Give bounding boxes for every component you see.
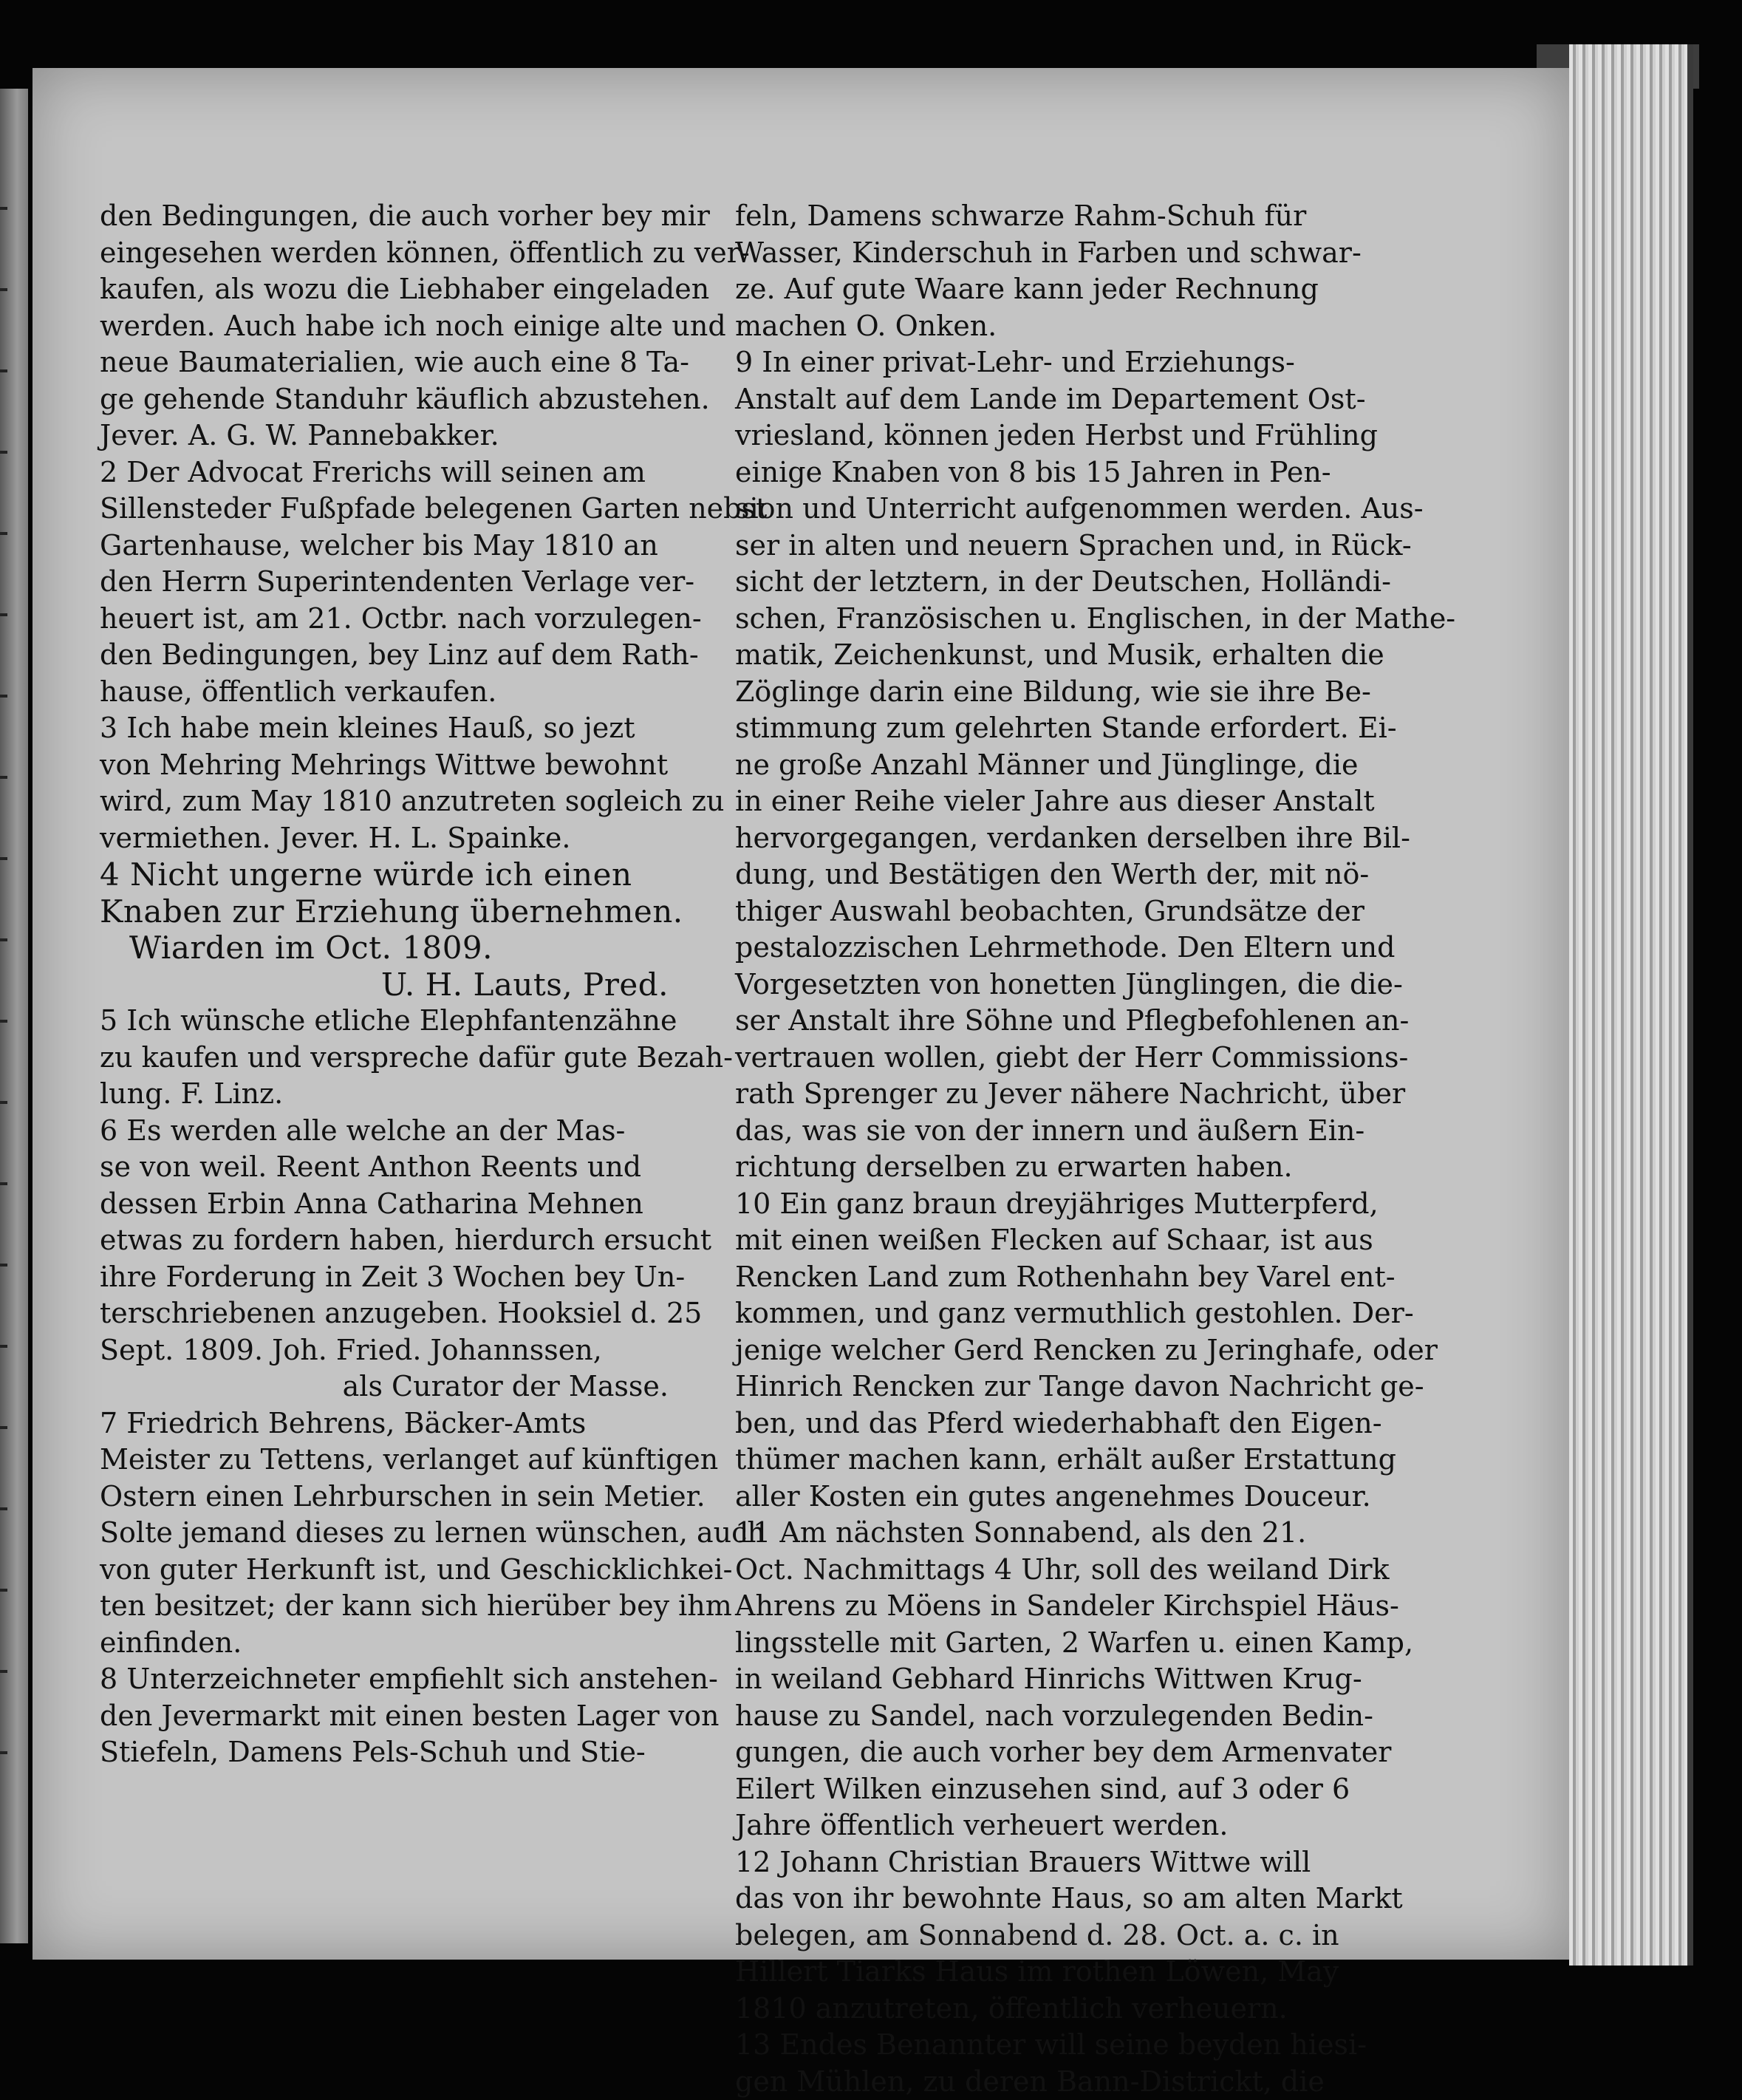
text-line: dessen Erbin Anna Catharina Mehnen [100, 1186, 691, 1223]
text-line: Anstalt auf dem Lande im Departement Ost- [735, 381, 1326, 418]
text-line: Eilert Wilken einzusehen sind, auf 3 oder 6 [735, 1771, 1326, 1808]
text-line: Gartenhause, welcher bis May 1810 an [100, 528, 691, 565]
text-line: ser in alten und neuern Sprachen und, in Rück- [735, 528, 1326, 565]
text-line: hause zu Sandel, nach vorzulegenden Bedin- [735, 1698, 1326, 1735]
text-line: von Mehring Mehrings Wittwe bewohnt [100, 747, 691, 784]
text-line: zu kaufen und verspreche dafür gute Bezah- [100, 1040, 691, 1077]
text-line: einfinden. [100, 1625, 691, 1662]
text-line: 12 Johann Christian Brauers Wittwe will [735, 1844, 1326, 1881]
text-line: ihre Forderung in Zeit 3 Wochen bey Un- [100, 1259, 691, 1296]
text-line: als Curator der Masse. [100, 1368, 691, 1405]
text-line: den Herrn Superintendenten Verlage ver- [100, 564, 691, 601]
text-line: Stiefeln, Damens Pels-Schuh und Stie- [100, 1734, 691, 1771]
text-line: vermiethen. Jever. H. L. Spainke. [100, 820, 691, 857]
text-line: wird, zum May 1810 anzutreten sogleich zu [100, 783, 691, 820]
text-line: U. H. Lauts, Pred. [100, 967, 691, 1003]
text-line: ze. Auf gute Waare kann jeder Rechnung [735, 271, 1326, 308]
text-line: Rencken Land zum Rothenhahn bey Varel ent- [735, 1259, 1326, 1296]
text-line: Jahre öffentlich verheuert werden. [735, 1807, 1326, 1844]
text-line: se von weil. Reent Anthon Reents und [100, 1149, 691, 1186]
text-line: 1810 anzutreten, öffentlich verheuern. [735, 1991, 1326, 2028]
text-line: 11 Am nächsten Sonnabend, als den 21. [735, 1515, 1326, 1552]
text-line: Meister zu Tettens, verlanget auf künftigen [100, 1442, 691, 1479]
text-line: Wiarden im Oct. 1809. [100, 930, 691, 967]
text-line: Oct. Nachmittags 4 Uhr, soll des weiland Dirk [735, 1552, 1326, 1589]
text-line: kaufen, als wozu die Liebhaber eingeladen [100, 271, 691, 308]
text-line: pestalozzischen Lehrmethode. Den Eltern und [735, 930, 1326, 967]
text-line: sion und Unterricht aufgenommen werden. Aus- [735, 491, 1326, 528]
text-line: Jever. A. G. W. Pannebakker. [100, 417, 691, 454]
text-line: matik, Zeichenkunst, und Musik, erhalten die [735, 637, 1326, 674]
text-line: thiger Auswahl beobachten, Grundsätze der [735, 893, 1326, 930]
text-line: kommen, und ganz vermuthlich gestohlen. Der- [735, 1295, 1326, 1332]
text-line: 4 Nicht ungerne würde ich einen [100, 856, 691, 893]
text-line: Wasser, Kinderschuh in Farben und schwar- [735, 235, 1326, 272]
text-line: etwas zu fordern haben, hierdurch ersucht [100, 1222, 691, 1259]
text-line: ne große Anzahl Männer und Jünglinge, die [735, 747, 1326, 784]
text-line: vriesland, können jeden Herbst und Frühling [735, 417, 1326, 454]
text-line: mit einen weißen Flecken auf Schaar, ist aus [735, 1222, 1326, 1259]
text-line: von guter Herkunft ist, und Geschicklichkei- [100, 1552, 691, 1589]
text-line: heuert ist, am 21. Octbr. nach vorzulegen- [100, 601, 691, 638]
text-line: Hillert Tiarks Haus im rothen Löwen, May [735, 1954, 1326, 1991]
text-line: Hinrich Rencken zur Tange davon Nachricht ge- [735, 1368, 1326, 1405]
text-line: feln, Damens schwarze Rahm-Schuh für [735, 198, 1326, 235]
text-line: dung, und Bestätigen den Werth der, mit nö- [735, 856, 1326, 893]
text-line: lung. F. Linz. [100, 1076, 691, 1113]
text-line: 2 Der Advocat Frerichs will seinen am [100, 454, 691, 491]
page-edge-stack [1569, 44, 1693, 1966]
text-line: in einer Reihe vieler Jahre aus dieser Anstalt [735, 783, 1326, 820]
text-line: das von ihr bewohnte Haus, so am alten Markt [735, 1881, 1326, 1917]
text-line: Sept. 1809. Joh. Fried. Johannssen, [100, 1332, 691, 1369]
text-line: schen, Französischen u. Englischen, in der Mathe- [735, 601, 1326, 638]
text-line: terschriebenen anzugeben. Hooksiel d. 25 [100, 1295, 691, 1332]
text-line: Sillensteder Fußpfade belegenen Garten nebst [100, 491, 691, 528]
text-line: 13 Endes Benannter will seine beyden hiesi- [735, 2027, 1326, 2064]
text-line: den Bedingungen, die auch vorher bey mir [100, 198, 691, 235]
text-line: richtung derselben zu erwarten haben. [735, 1149, 1326, 1186]
text-line: Knaben zur Erziehung übernehmen. [100, 893, 691, 930]
text-line: sicht der letztern, in der Deutschen, Holländi- [735, 564, 1326, 601]
adjacent-page-marks [0, 207, 7, 1833]
text-line: 9 In einer privat-Lehr- und Erziehungs- [735, 344, 1326, 381]
text-line: gen Mühlen, zu deren Bann-Districkt, die [735, 2064, 1326, 2100]
text-line: thümer machen kann, erhält außer Erstattung [735, 1442, 1326, 1479]
text-line: ser Anstalt ihre Söhne und Pflegbefohlenen an- [735, 1003, 1326, 1040]
text-line: werden. Auch habe ich noch einige alte und [100, 308, 691, 345]
text-line: 7 Friedrich Behrens, Bäcker-Amts [100, 1405, 691, 1442]
text-line: ten besitzet; der kann sich hierüber bey ihm [100, 1588, 691, 1625]
text-line: 3 Ich habe mein kleines Hauß, so jezt [100, 710, 691, 747]
text-line: aller Kosten ein gutes angenehmes Douceur. [735, 1479, 1326, 1516]
text-line: machen O. Onken. [735, 308, 1326, 345]
text-line: Solte jemand dieses zu lernen wünschen, auch [100, 1515, 691, 1552]
text-line: hervorgegangen, verdanken derselben ihre Bil- [735, 820, 1326, 857]
text-line: jenige welcher Gerd Rencken zu Jeringhafe, oder [735, 1332, 1326, 1369]
text-line: das, was sie von der innern und äußern Ein- [735, 1113, 1326, 1150]
text-line: eingesehen werden können, öffentlich zu ver- [100, 235, 691, 272]
text-line: Zöglinge darin eine Bildung, wie sie ihre Be- [735, 674, 1326, 711]
text-line: Ahrens zu Möens in Sandeler Kirchspiel Häus- [735, 1588, 1326, 1625]
text-line: ge gehende Standuhr käuflich abzustehen. [100, 381, 691, 418]
text-line: Vorgesetzten von honetten Jünglingen, die die- [735, 967, 1326, 1003]
text-line: stimmung zum gelehrten Stande erfordert. Ei- [735, 710, 1326, 747]
text-line: den Jevermarkt mit einen besten Lager von [100, 1698, 691, 1735]
right-text-column [735, 198, 1326, 2100]
text-line: ben, und das Pferd wiederhabhaft den Eigen- [735, 1405, 1326, 1442]
text-line: 8 Unterzeichneter empfiehlt sich anstehen- [100, 1661, 691, 1698]
text-line: gungen, die auch vorher bey dem Armenvater [735, 1734, 1326, 1771]
text-line: neue Baumaterialien, wie auch eine 8 Ta- [100, 344, 691, 381]
text-line: 5 Ich wünsche etliche Elephfantenzähne [100, 1003, 691, 1040]
text-line: vertrauen wollen, giebt der Herr Commissions- [735, 1040, 1326, 1077]
text-line: belegen, am Sonnabend d. 28. Oct. a. c. in [735, 1917, 1326, 1954]
text-line: in weiland Gebhard Hinrichs Wittwen Krug- [735, 1661, 1326, 1698]
text-line: rath Sprenger zu Jever nähere Nachricht, über [735, 1076, 1326, 1113]
text-line: Ostern einen Lehrburschen in sein Metier. [100, 1479, 691, 1516]
text-line: hause, öffentlich verkaufen. [100, 674, 691, 711]
text-line: den Bedingungen, bey Linz auf dem Rath- [100, 637, 691, 674]
text-line: 10 Ein ganz braun dreyjähriges Mutterpferd, [735, 1186, 1326, 1223]
left-text-column [100, 198, 691, 1771]
text-line: lingsstelle mit Garten, 2 Warfen u. einen Kamp, [735, 1625, 1326, 1662]
text-line: 6 Es werden alle welche an der Mas- [100, 1113, 691, 1150]
text-line: einige Knaben von 8 bis 15 Jahren in Pen- [735, 454, 1326, 491]
